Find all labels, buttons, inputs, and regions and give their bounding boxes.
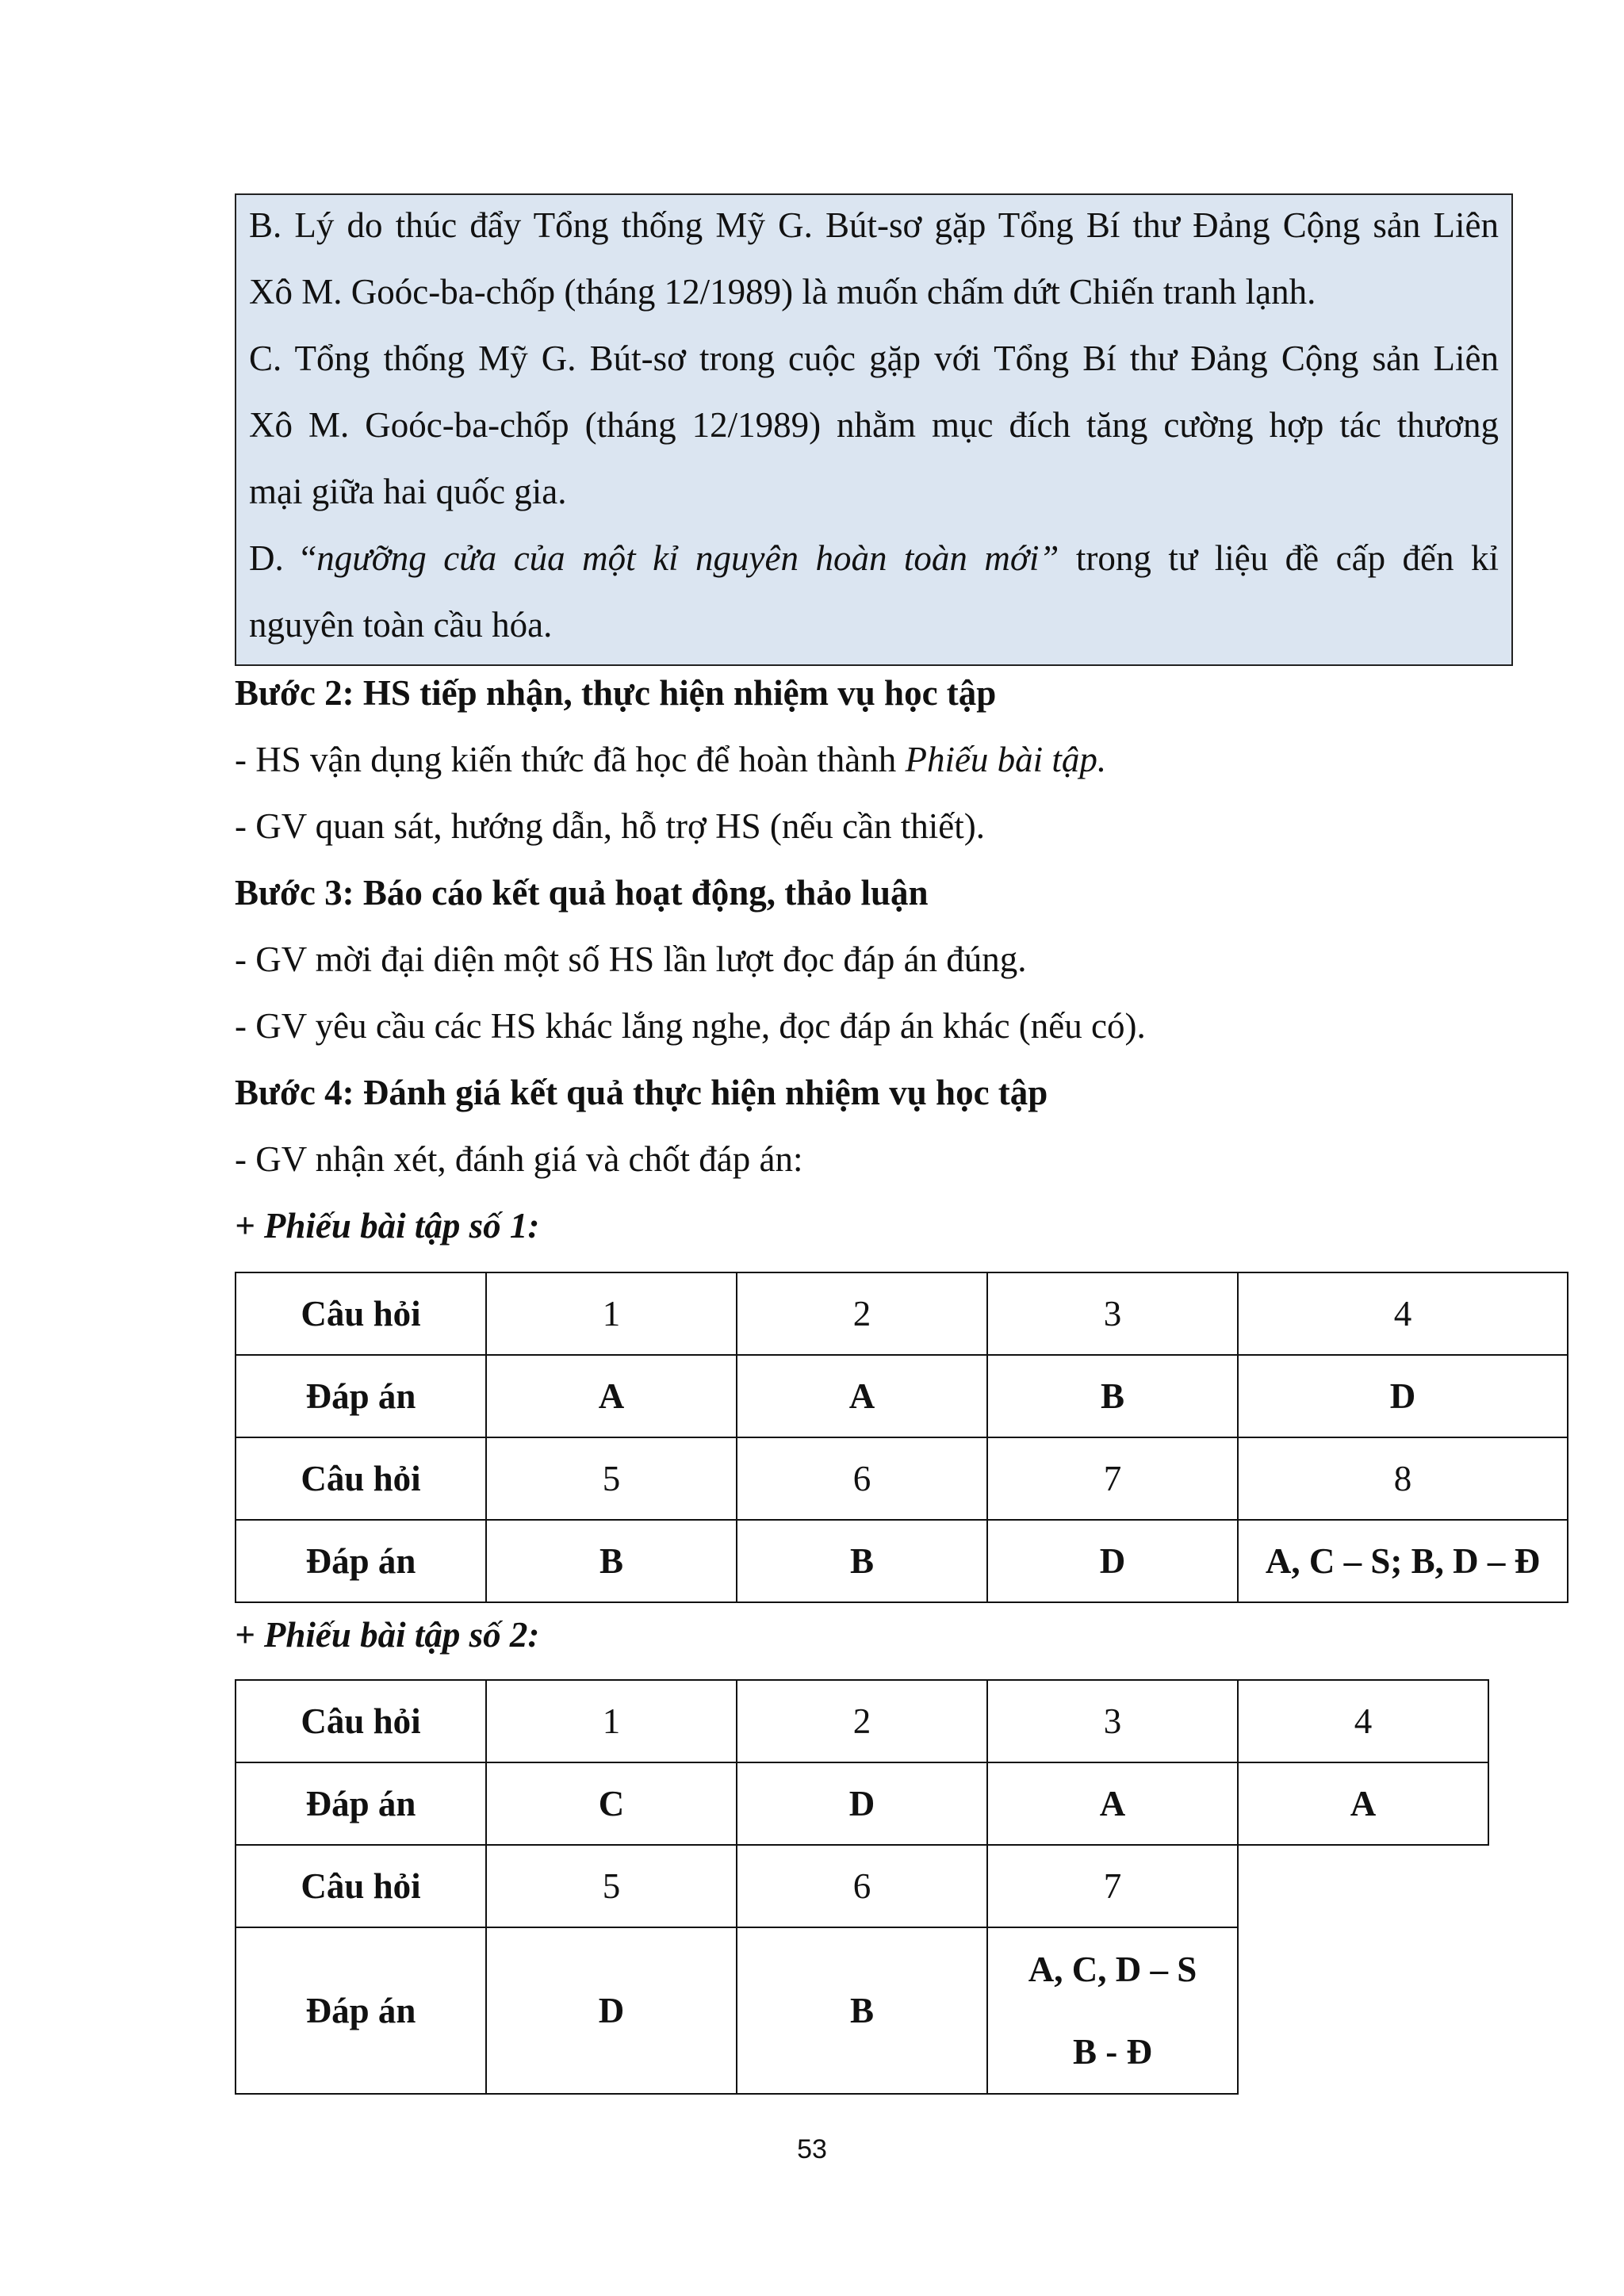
option-b-line-1: B. Lý do thúc đẩy Tổng thống Mỹ G. Bút-sơ gặp Tổng Bí thư Đảng Cộng sản Liên (249, 205, 1499, 245)
table-cell: 3 (987, 1272, 1238, 1355)
table-row (236, 1762, 1488, 1845)
table-cell-multiline (987, 1927, 1238, 2094)
option-d-line-2: nguyên toàn cầu hóa. (249, 605, 553, 645)
table-cell: Đáp án (236, 1762, 486, 1845)
sheet1-answer-table (235, 1272, 1568, 1603)
table-cell: A (737, 1355, 987, 1437)
option-d-prefix: D. “ (249, 538, 317, 578)
step3-line-1: - GV mời đại diện một số HS lần lượt đọc đáp án đúng. (235, 939, 1027, 979)
step2-line-1 (235, 726, 1106, 793)
sheet2-title: + Phiếu bài tập số 2: (235, 1615, 540, 1655)
step4-heading: Bước 4: Đánh giá kết quả thực hiện nhiệm vụ học tập (235, 1073, 1048, 1112)
table-cell: B (737, 1520, 987, 1602)
table-cell: 3 (987, 1680, 1238, 1762)
step2-line-1-italic: Phiếu bài tập. (905, 740, 1107, 779)
table-cell: 5 (486, 1437, 737, 1520)
table-cell: 4 (1238, 1272, 1568, 1355)
sheet2-answer-table (235, 1679, 1489, 2095)
table-cell: 6 (737, 1845, 987, 1927)
step3-heading: Bước 3: Báo cáo kết quả hoạt động, thảo luận (235, 873, 929, 913)
table-cell: 5 (486, 1845, 737, 1927)
table-cell: 1 (486, 1272, 737, 1355)
table-row (236, 1437, 1568, 1520)
table-cell: A, C – S; B, D – Đ (1238, 1520, 1568, 1602)
option-c-line-1: C. Tổng thống Mỹ G. Bút-sơ trong cuộc gặp với Tổng Bí thư Đảng Cộng sản Liên (249, 339, 1499, 378)
empty-cell (1238, 1927, 1488, 2094)
table-cell: A (486, 1355, 737, 1437)
table-cell: D (737, 1762, 987, 1845)
table-cell: D (486, 1927, 737, 2094)
page-number: 53 (797, 2134, 827, 2164)
answer-options-box (235, 193, 1513, 666)
cell-line: B - Đ (1073, 2032, 1152, 2072)
table-cell: Đáp án (236, 1355, 486, 1437)
option-b-line-2: Xô M. Goóc-ba-chốp (tháng 12/1989) là muốn chấm dứt Chiến tranh lạnh. (249, 272, 1316, 312)
cell-line: A, C, D – S (1028, 1950, 1197, 1989)
table-cell: 2 (737, 1272, 987, 1355)
option-d-suffix: trong tư liệu đề cấp đến kỉ (1059, 538, 1499, 578)
table-cell: Câu hỏi (236, 1437, 486, 1520)
table-cell: Câu hỏi (236, 1272, 486, 1355)
table-cell: A (1238, 1762, 1488, 1845)
option-d-line-1 (249, 525, 1499, 591)
sheet1-title: + Phiếu bài tập số 1: (235, 1206, 540, 1246)
table-cell: 4 (1238, 1680, 1488, 1762)
table-cell: B (486, 1520, 737, 1602)
table-cell: 2 (737, 1680, 987, 1762)
table-cell: B (987, 1355, 1238, 1437)
table-cell: Câu hỏi (236, 1680, 486, 1762)
table-row (236, 1680, 1488, 1762)
table-row (236, 1927, 1488, 2094)
step2-line-1-text: - HS vận dụng kiến thức đã học để hoàn thành (235, 740, 906, 779)
step4-line-1: - GV nhận xét, đánh giá và chốt đáp án: (235, 1139, 803, 1179)
table-cell: Câu hỏi (236, 1845, 486, 1927)
table-cell: C (486, 1762, 737, 1845)
table-cell: B (737, 1927, 987, 2094)
option-c-line-3: mại giữa hai quốc gia. (249, 472, 567, 511)
table-cell: D (987, 1520, 1238, 1602)
table-row (236, 1355, 1568, 1437)
table-cell: 8 (1238, 1437, 1568, 1520)
table-cell: A (987, 1762, 1238, 1845)
option-d-quote: ngưỡng cửa của một kỉ nguyên hoàn toàn mới” (316, 538, 1059, 578)
table-row (236, 1845, 1488, 1927)
step2-heading: Bước 2: HS tiếp nhận, thực hiện nhiệm vụ học tập (235, 673, 997, 713)
table-cell: 6 (737, 1437, 987, 1520)
table-row (236, 1272, 1568, 1355)
step2-line-2: - GV quan sát, hướng dẫn, hỗ trợ HS (nếu cần thiết). (235, 806, 985, 846)
table-cell: Đáp án (236, 1927, 486, 2094)
table-cell: 1 (486, 1680, 737, 1762)
option-c-line-2: Xô M. Goóc-ba-chốp (tháng 12/1989) nhằm mục đích tăng cường hợp tác thương (249, 405, 1499, 445)
table-row (236, 1520, 1568, 1602)
table-cell: Đáp án (236, 1520, 486, 1602)
table-cell: D (1238, 1355, 1568, 1437)
table-cell: 7 (987, 1845, 1238, 1927)
table-cell: 7 (987, 1437, 1238, 1520)
empty-cell (1238, 1845, 1488, 1927)
step3-line-2: - GV yêu cầu các HS khác lắng nghe, đọc đáp án khác (nếu có). (235, 1006, 1146, 1046)
